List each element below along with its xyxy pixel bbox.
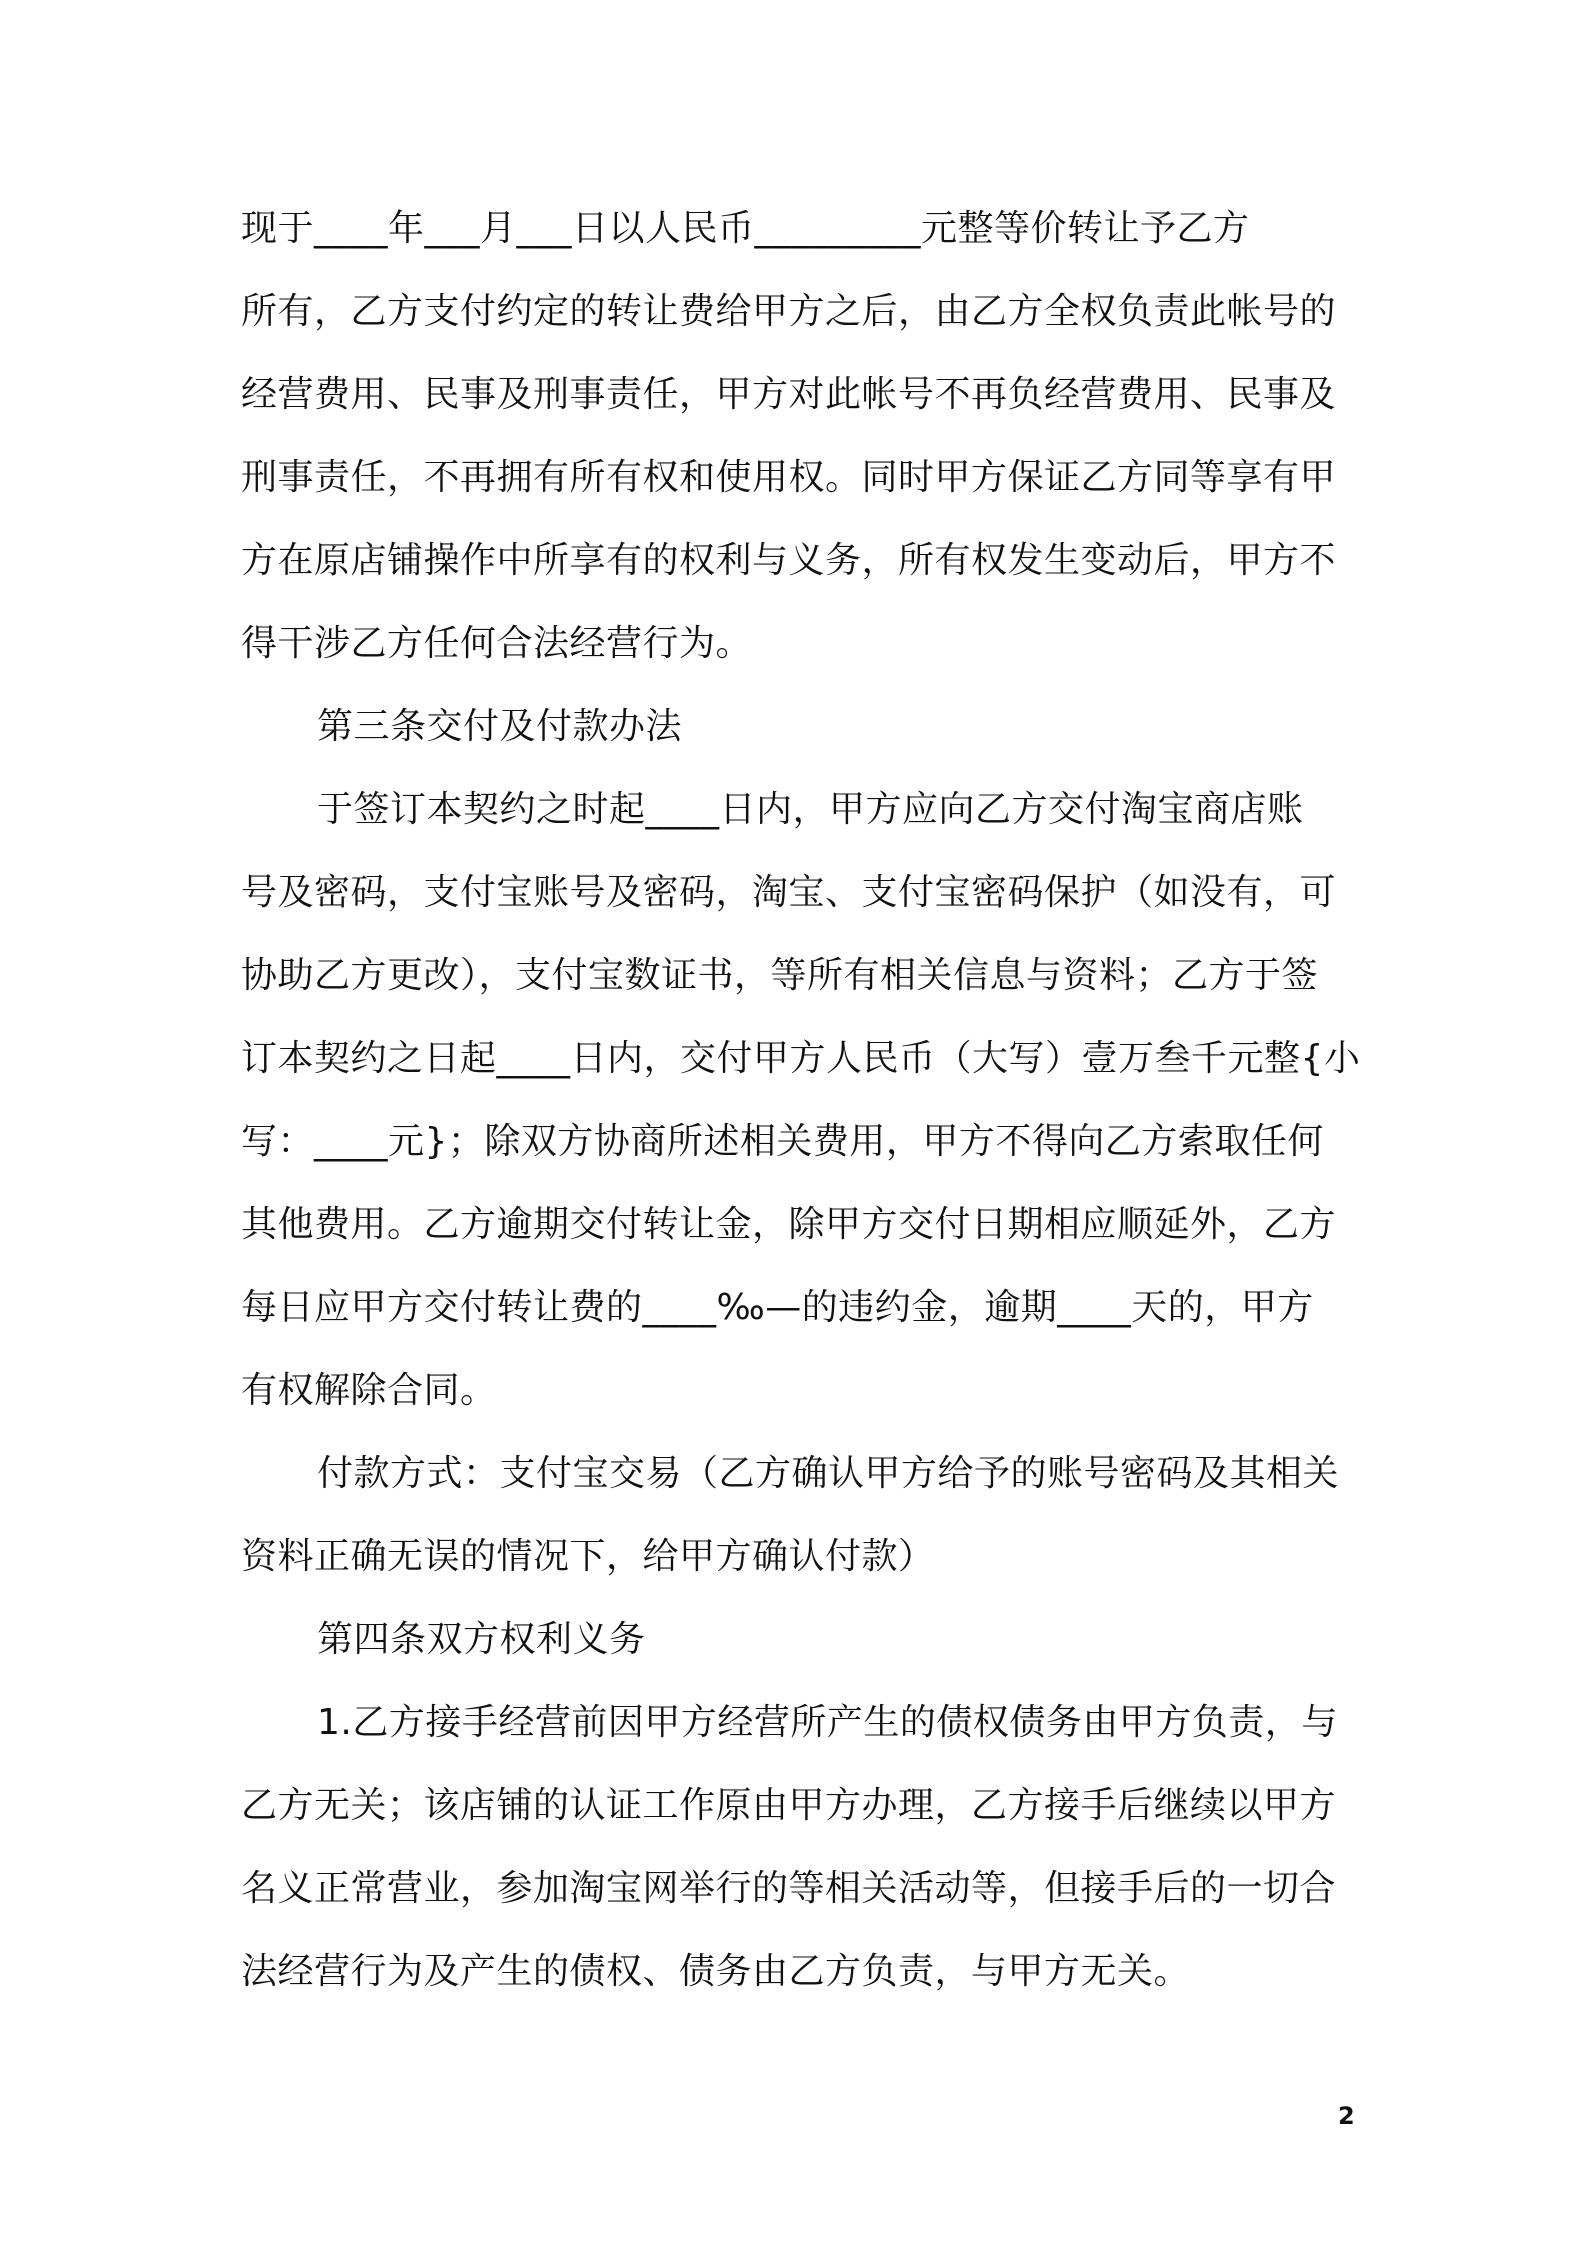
document-body bbox=[241, 187, 1361, 2013]
paragraph-line: 写：____元}；除双方协商所述相关费用，甲方不得向乙方索取任何 bbox=[241, 1121, 1324, 1162]
paragraph-line: 每日应甲方交付转让费的____‰—的违约金，逾期____天的，甲方 bbox=[241, 1287, 1314, 1328]
paragraph-line: 经营费用、民事及刑事责任，甲方对此帐号不再负经营费用、民事及 bbox=[241, 374, 1337, 415]
paragraph-line: 1.乙方接手经营前因甲方经营所产生的债权债务由甲方负责，与 bbox=[317, 1702, 1338, 1743]
paragraph-line: 所有，乙方支付约定的转让费给甲方之后，由乙方全权负责此帐号的 bbox=[241, 291, 1337, 332]
paragraph-line: 于签订本契约之时起____日内，甲方应向乙方交付淘宝商店账 bbox=[317, 789, 1304, 830]
paragraph-line: 有权解除合同。 bbox=[241, 1370, 497, 1411]
paragraph-line: 订本契约之日起____日内，交付甲方人民币（大写）壹万叁千元整{小 bbox=[241, 1038, 1361, 1079]
section-heading: 第三条交付及付款办法 bbox=[317, 706, 683, 747]
paragraph-line: 号及密码，支付宝账号及密码，淘宝、支付宝密码保护（如没有，可 bbox=[241, 872, 1337, 913]
paragraph-line: 乙方无关；该店铺的认证工作原由甲方办理，乙方接手后继续以甲方 bbox=[241, 1785, 1337, 1826]
paragraph-line: 协助乙方更改），支付宝数证书，等所有相关信息与资料；乙方于签 bbox=[241, 955, 1319, 996]
section-heading: 第四条双方权利义务 bbox=[317, 1619, 646, 1660]
page-number: 2 bbox=[1338, 2102, 1355, 2130]
paragraph-line: 方在原店铺操作中所享有的权利与义务，所有权发生变动后，甲方不 bbox=[241, 540, 1337, 581]
paragraph-line: 其他费用。乙方逾期交付转让金，除甲方交付日期相应顺延外，乙方 bbox=[241, 1204, 1337, 1245]
paragraph-line: 法经营行为及产生的债权、债务由乙方负责，与甲方无关。 bbox=[241, 1951, 1191, 1992]
paragraph-line: 得干涉乙方任何合法经营行为。 bbox=[241, 623, 753, 664]
paragraph-line: 名义正常营业，参加淘宝网举行的等相关活动等，但接手后的一切合 bbox=[241, 1868, 1337, 1909]
paragraph-line: 资料正确无误的情况下，给甲方确认付款） bbox=[241, 1536, 935, 1577]
paragraph-line: 现于____年___月___日以人民币_________元整等价转让予乙方 bbox=[241, 208, 1250, 249]
paragraph-line: 付款方式：支付宝交易（乙方确认甲方给予的账号密码及其相关 bbox=[317, 1453, 1340, 1494]
paragraph-line: 刑事责任，不再拥有所有权和使用权。同时甲方保证乙方同等享有甲 bbox=[241, 457, 1337, 498]
